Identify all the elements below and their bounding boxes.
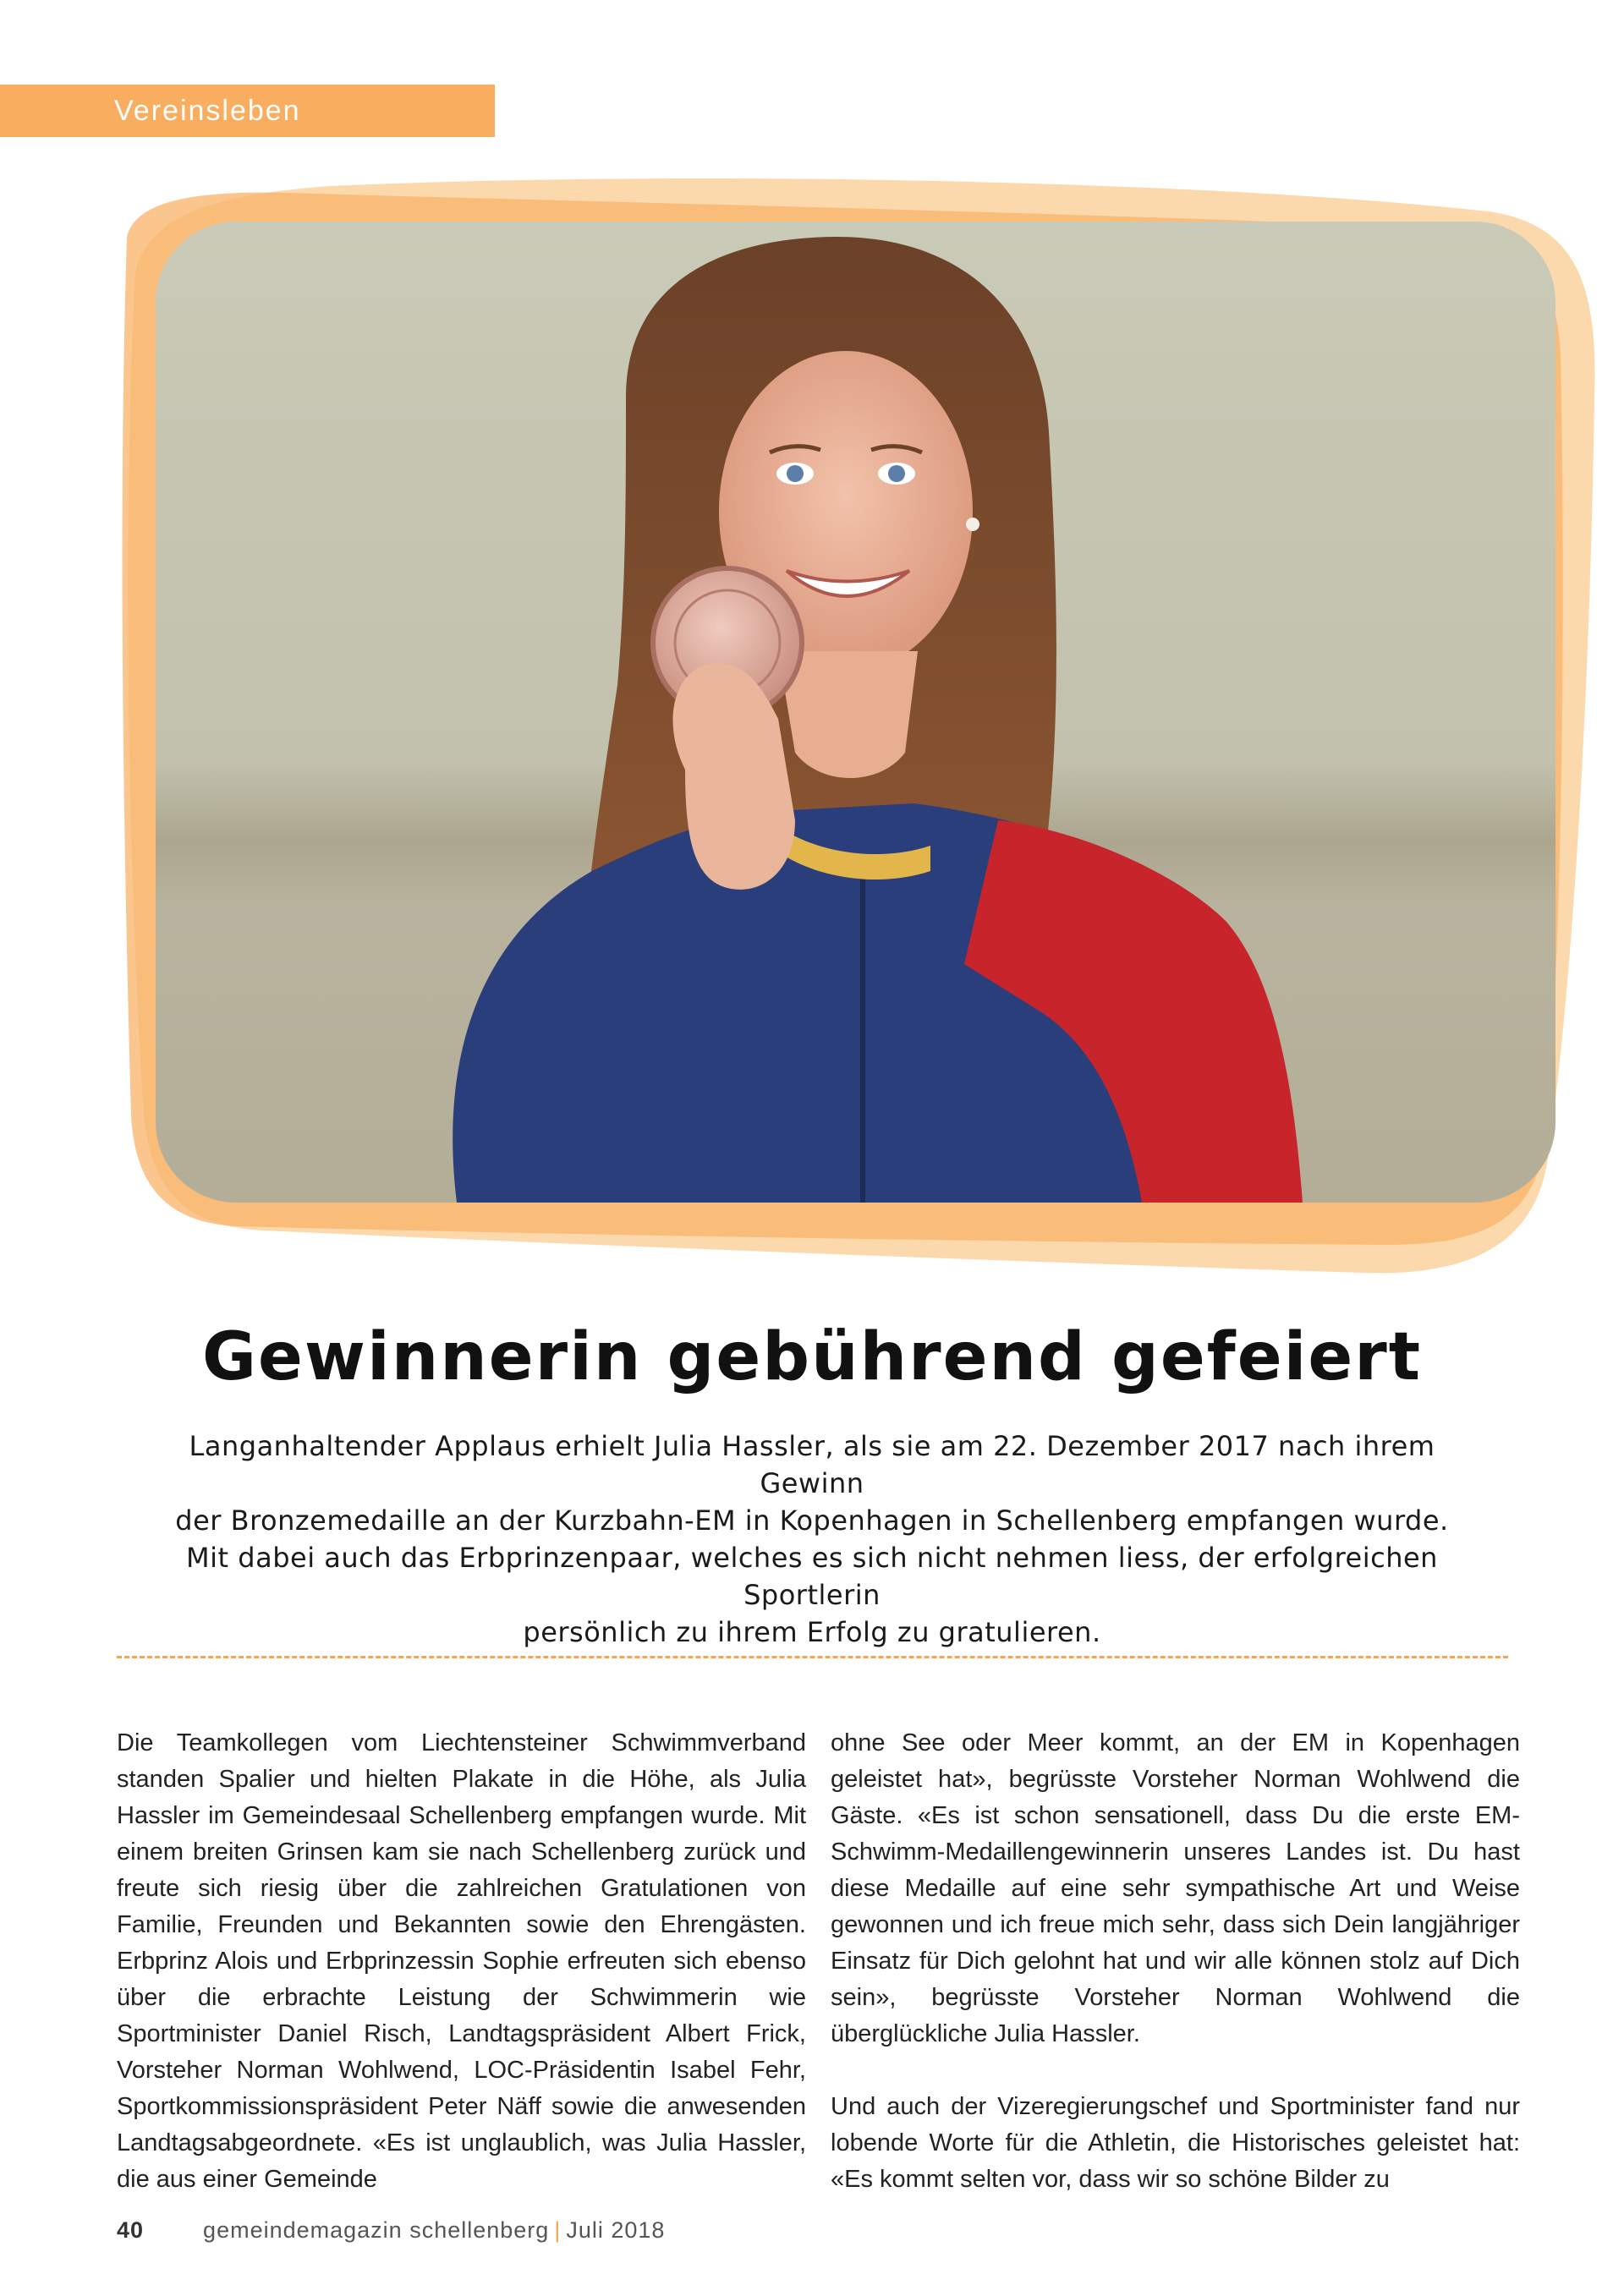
body-column-left: [117, 1725, 806, 2198]
lead-line: Langanhaltender Applaus erhielt Julia Hassler, als sie am 22. Dezember 2017 nach ihrem Gewinn: [189, 1430, 1435, 1499]
body-column-right: [831, 1725, 1520, 2198]
section-label: Vereinsleben: [0, 85, 495, 137]
lead-line: Mit dabei auch das Erbprinzenpaar, welches es sich nicht nehmen liess, der erfolgreichen Sportlerin: [186, 1542, 1438, 1611]
page-number: 40: [117, 2217, 145, 2243]
body-paragraph: Und auch der Vizeregierungschef und Sportminister fand nur lobende Worte für die Athletin, die Historisches geleistet hat: «Es kommt selten vor, dass wir so schöne Bilder zu: [831, 2093, 1520, 2193]
article-lead: [144, 1427, 1480, 1651]
body-paragraph: ohne See oder Meer kommt, an der EM in Kopenhagen geleistet hat», begrüsste Vorsteher Norman Wohlwend die Gäste. «Es ist schon sensationell, dass Du die erste EM-Schwimm-Medaillengewinnerin unseres Landes ist. Du hast diese Medaille auf eine sehr sympathische Art und Weise gewonnen und ich freue mich sehr, dass sich Dein langjähriger Einsatz für Dich gelohnt hat und wir alle können stolz auf Dich sein», begrüsste Vorsteher Norman Wohlwend die überglückliche Julia Hassler.: [831, 1729, 1520, 2047]
hero-photo: [118, 178, 1607, 1294]
issue-date: Juli 2018: [566, 2217, 666, 2243]
article-headline: Gewinnerin gebührend gefeiert: [201, 1319, 1423, 1395]
footer-separator: |: [554, 2217, 562, 2243]
publication-name: gemeindemagazin schellenberg: [203, 2217, 550, 2243]
hero-photo-frame: [118, 178, 1607, 1294]
dashed-divider: [117, 1656, 1508, 1658]
body-paragraph: Die Teamkollegen vom Liechtensteiner Schwimmverband standen Spalier und hielten Plakate in die Höhe, als Julia Hassler im Gemeindesaal Schellenberg empfangen wurde. Mit einem breiten Grinsen kam sie nach Schellenberg zurück und freute sich riesig über die zahlreichen Gratulationen von Familie, Freunden und Bekannten sowie den Ehrengästen. Erbprinz Alois und Erbprinzessin Sophie erfreuten sich ebenso über die erbrachte Leistung der Schwimmerin wie Sportminister Daniel Risch, Landtagspräsident Albert Frick, Vorsteher Norman Wohlwend, LOC-Präsidentin Isabel Fehr, Sportkommissionspräsident Peter Näff sowie die anwesenden Landtagsabgeordnete. «Es ist unglaublich, was Julia Hassler, die aus einer Gemeinde: [117, 1729, 806, 2193]
lead-line: der Bronzemedaille an der Kurzbahn-EM in Kopenhagen in Schellenberg empfangen wurde.: [175, 1504, 1449, 1537]
lead-line: persönlich zu ihrem Erfolg zu gratulieren.: [523, 1616, 1101, 1648]
page-footer: [117, 2217, 665, 2244]
